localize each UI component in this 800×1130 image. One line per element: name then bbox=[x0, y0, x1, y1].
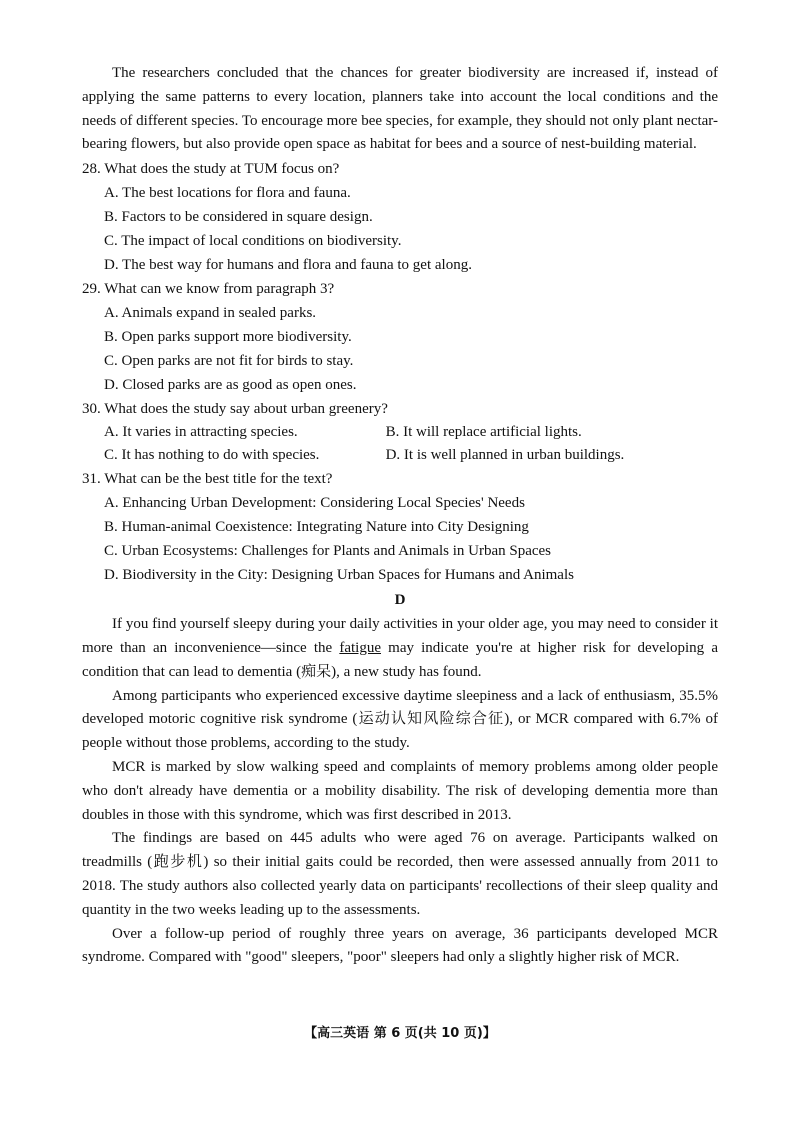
question-31-option-c: C. Urban Ecosystems: Challenges for Plants and Animals in Urban Spaces bbox=[104, 543, 552, 560]
section-d-paragraph-1 bbox=[82, 613, 718, 684]
paragraph-1-text-end: may indicate you're at higher risk for developing a condition that can lead to dementia (痴呆), a new study has found. bbox=[82, 639, 718, 680]
question-29-option-c: C. Open parks are not fit for birds to stay. bbox=[104, 353, 354, 370]
passage-c-final-paragraph: The researchers concluded that the chances for greater biodiversity are increased if, instead of applying the same patterns to every location, planners take into account the local conditions and the needs of different species. To encourage more bee species, for example, they should not only plant nectar-bearing flowers, but also provide open space as habitat for bees and a source of nest-building material. bbox=[82, 65, 718, 153]
question-31-stem: 31. What can be the best title for the text? bbox=[82, 471, 333, 488]
question-30 bbox=[82, 397, 718, 467]
question-29-option-b: B. Open parks support more biodiversity. bbox=[104, 329, 352, 346]
section-heading: D bbox=[394, 592, 406, 609]
question-28-option-a: A. The best locations for flora and fauna. bbox=[104, 185, 351, 202]
section-d-paragraph-4: The findings are based on 445 adults who were aged 76 on average. Participants walked on treadmills (跑步机) so their initial gaits could be recorded, then were assessed annually from 2011 to 2018. The study authors also collected yearly data on participants' recollections of their sleep quality and quantity in the two weeks leading up to the assessments. bbox=[82, 830, 718, 918]
question-30-option-d: D. It is well planned in urban buildings. bbox=[385, 447, 625, 464]
question-29-option-a: A. Animals expand in sealed parks. bbox=[104, 305, 317, 322]
question-29-stem: 29. What can we know from paragraph 3? bbox=[82, 281, 335, 298]
question-30-option-a: A. It varies in attracting species. bbox=[104, 424, 298, 441]
question-30-options-row-1 bbox=[104, 421, 718, 444]
page-content bbox=[82, 62, 718, 970]
question-30-stem: 30. What does the study say about urban greenery? bbox=[82, 401, 388, 418]
question-29-option-d: D. Closed parks are as good as open ones. bbox=[104, 377, 357, 394]
question-28-stem: 28. What does the study at TUM focus on? bbox=[82, 161, 340, 178]
question-29 bbox=[82, 277, 718, 397]
question-31-option-d: D. Biodiversity in the City: Designing Urban Spaces for Humans and Animals bbox=[104, 567, 574, 584]
page-footer: 【高三英语 第 6 页(共 10 页)】 bbox=[304, 1026, 496, 1041]
section-d-paragraph-5: Over a follow-up period of roughly three years on average, 36 participants developed MCR syndrome. Compared with "good" sleepers, "poor" sleepers had only a slightly higher risk of MCR. bbox=[82, 925, 718, 966]
question-28-option-c: C. The impact of local conditions on biodiversity. bbox=[104, 233, 402, 250]
question-28 bbox=[82, 157, 718, 277]
section-d-paragraph-3: MCR is marked by slow walking speed and complaints of memory problems among older people who don't already have dementia or a mobility disability. The risk of developing dementia more than doubles in those with this syndrome, which was first described in 2013. bbox=[82, 758, 718, 823]
question-30-option-c: C. It has nothing to do with species. bbox=[104, 447, 320, 464]
underlined-word: fatigue bbox=[339, 639, 381, 656]
paragraph-1-text-start: If you find yourself sleepy during your daily activities in your older age, you may need to consider it more than an inconvenience—since the bbox=[82, 616, 718, 656]
question-31-option-b: B. Human-animal Coexistence: Integrating Nature into City Designing bbox=[104, 519, 529, 536]
question-30-option-b: B. It will replace artificial lights. bbox=[385, 424, 582, 441]
question-28-option-d: D. The best way for humans and flora and fauna to get along. bbox=[104, 257, 472, 274]
question-31 bbox=[82, 467, 718, 587]
question-30-options-row-2 bbox=[104, 444, 718, 467]
question-28-option-b: B. Factors to be considered in square design. bbox=[104, 209, 373, 226]
section-d-paragraph-2: Among participants who experienced excessive daytime sleepiness and a lack of enthusiasm, 35.5% developed motoric cognitive risk syndrome (运动认知风险综合征), or MCR compared with 6.7% of people without those problems, according to the study. bbox=[82, 687, 718, 752]
question-31-option-a: A. Enhancing Urban Development: Considering Local Species' Needs bbox=[104, 495, 525, 512]
